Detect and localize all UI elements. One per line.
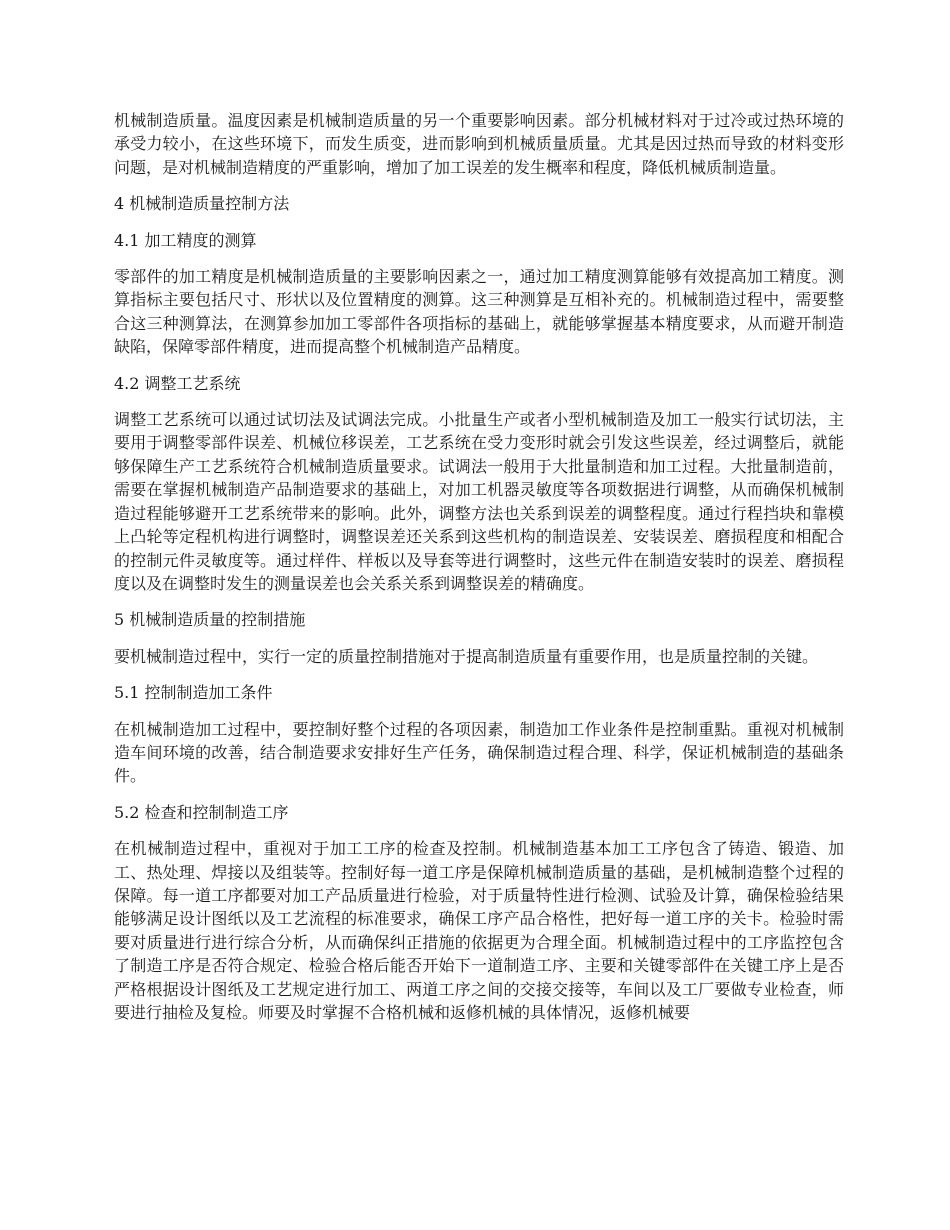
section-heading-5-2: 5.2 检查和控制制造工序 <box>114 802 289 822</box>
paragraph-temperature-factor: 机械制造质量。温度因素是机械制造质量的另一个重要影响因素。部分机械材料对于过冷或过热环境的承受力较小，在这些环境下，而发生质变，进而影响到机械质量质量。尤其是因过热而导致的材料变形问题，是对机械制造精度的严重影响，增加了加工误差的发生概率和程度，降低机械质制造量。 <box>114 111 844 177</box>
paragraph-process-inspection: 在机械制造过程中，重视对于加工工序的检查及控制。机械制造基本加工工序包含了铸造、锻造、加工、热处理、焊接以及组装等。控制好每一道工序是保障机械制造质量的基础，是机械制造整个过程的保障。每一道工序都要对加工产品质量进行检验，对于质量特性进行检测、试验及计算，确保检验结果能够满足设计图纸以及工艺流程的标准要求，确保工序产品合格性，把好每一道工序的关卡。检验时需要对质量进行进行综合分析，从而确保纠正措施的依据更为合理全面。机械制造过程中的工序监控包含了制造工序是否符合规定、检验合格后能否开始下一道制造工序、主要和关键零部件在关键工序上是否严格根据设计图纸及工艺规定进行加工、两道工序之间的交接交接等，车间以及工厂要做专业检查，师要进行抽检及复检。师要及时掌握不合格机械和返修机械的具体情况，返修机械要 <box>114 839 844 1022</box>
section-heading-4-2: 4.2 调整工艺系统 <box>114 373 241 393</box>
section-heading-5: 5 机械制造质量的控制措施 <box>114 610 306 630</box>
paragraph-control-measures-intro: 要机械制造过程中，实行一定的质量控制措施对于提高制造质量有重要作用，也是质量控制的关键。 <box>114 646 819 666</box>
paragraph-precision-measurement: 零部件的加工精度是机械制造质量的主要影响因素之一，通过加工精度测算能够有效提高加工精度。测算指标主要包括尺寸、形状以及位置精度的测算。这三种测算是互相补充的。机械制造过程中，需要整合这三种测算法，在测算参加加工零部件各项指标的基础上，就能够掌握基本精度要求，从而避开制造缺陷，保障零部件精度，进而提高整个机械制造产品精度。 <box>114 267 844 357</box>
section-heading-4: 4 机械制造质量控制方法 <box>114 194 290 214</box>
section-heading-4-1: 4.1 加工精度的测算 <box>114 230 257 250</box>
document-page <box>114 109 844 1037</box>
section-heading-5-1: 5.1 控制制造加工条件 <box>114 683 273 703</box>
paragraph-manufacturing-conditions: 在机械制造加工过程中，要控制好整个过程的各项因素，制造加工作业条件是控制重點。重视对机械制造车间环境的改善，结合制造要求安排好生产任务，确保制造过程合理、科学，保证机械制造的基础条件。 <box>114 719 844 786</box>
paragraph-process-adjustment: 调整工艺系统可以通过试切法及试调法完成。小批量生产或者小型机械制造及加工一般实行试切法，主要用于调整零部件误差、机械位移误差，工艺系统在受力变形时就会引发这些误差，经过调整后，就能够保障生产工艺系统符合机械制造质量要求。试调法一般用于大批量制造和加工过程。大批量制造前，需要在掌握机械制造产品制造要求的基础上，对加工机器灵敏度等各项数据进行调整，从而确保机械制造过程能够避开工艺系统带来的影响。此外，调整方法也关系到误差的调整程度。通过行程挡块和靠模上凸轮等定程机构进行调整时，调整误差还关系到这些机构的制造误差、安装误差、磨损程度和相配合的控制元件灵敏度等。通过样件、样板以及导套等进行调整时，这些元件在制造安装时的误差、磨损程度以及在调整时发生的测量误差也会关系关系到调整误差的精确度。 <box>114 410 844 593</box>
